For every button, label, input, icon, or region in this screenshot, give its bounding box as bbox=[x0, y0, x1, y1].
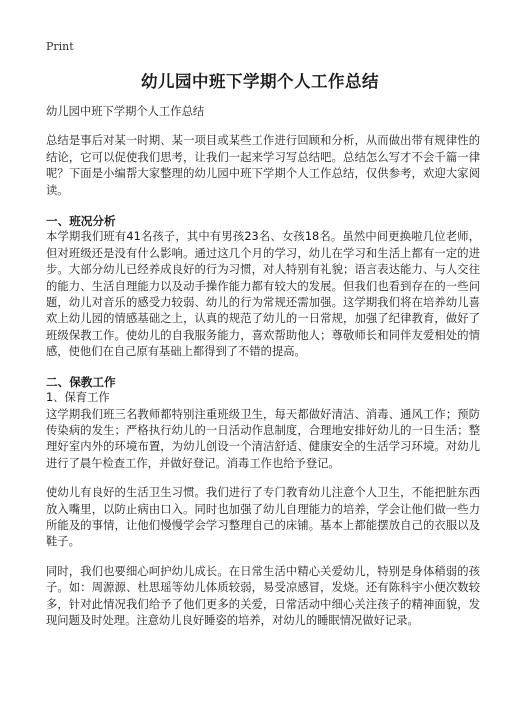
article-body bbox=[46, 104, 480, 642]
subsection-heading-care-work: 1、保育工作 bbox=[46, 391, 110, 405]
print-link[interactable]: Print bbox=[46, 40, 74, 53]
page-title: 幼儿园中班下学期个人工作总结 bbox=[141, 72, 379, 91]
care-work-paragraph-3: 同时，我们也要细心呵护幼儿成长。在日常生活中精心关爱幼儿，特别是身体稍弱的孩子。如：周源源、杜思瑶等幼儿体质较弱，易受凉感冒，发烧。还有陈科宇小便次数较多，针对此情况我们给予了他们更多的关爱，日常活动中细心关注孩子的精神面貌，发现问题及时处理。注意幼儿良好睡姿的培养，对幼儿的睡眠情况做好记录。 bbox=[46, 564, 480, 627]
section-heading-class-analysis: 一、班况分析 bbox=[46, 214, 116, 229]
class-analysis-paragraph: 本学期我们班有41名孩子，其中有男孩23名、女孩18名。虽然中间更换啦几位老师，但对班级还是没有什么影响。通过这几个月的学习，幼儿在学习和生活上都有一定的进步。大部分幼儿已经养成良好的行为习惯，对人特别有礼貌；语言表达能力、与人交往的能力、生活自理能力以及动手操作能力都有较大的发展。但我们也看到存在的一些问题，幼儿对音乐的感受力较弱、幼儿的行为常规还需加强。这学期我们将在培养幼儿喜欢上幼儿园的情感基础之上，认真的规范了幼儿的一日常规，加强了纪律教育，做好了班级保教工作。使幼儿的自我服务能力，喜欢帮助他人；尊敬师长和同伴友爱相处的情感，使他们在自己原有基础上都得到了不错的提高。 bbox=[46, 230, 480, 359]
section-heading-care-education: 二、保教工作 bbox=[46, 374, 116, 389]
care-work-paragraph-1: 这学期我们班三名教师都特别注重班级卫生，每天都做好清洁、消毒、通风工作；预防传染病的发生；严格执行幼儿的一日活动作息制度，合理地安排好幼儿的一日生活；整理好室内外的环境布置，为幼儿创设一个清洁舒适、健康安全的生活学习环境。对幼儿进行了晨午检查工作，并做好登记。消毒工作也给予登记。 bbox=[46, 407, 480, 470]
care-work-paragraph-2: 使幼儿有良好的生活卫生习惯。我们进行了专门教育幼儿注意个人卫生，不能把脏东西放入嘴里，以防止病由口入。同时也加强了幼儿自理能力的培养，学会让他们做一些力所能及的事情，让他们慢慢学会学习整理自己的床铺。基本上都能摆放自己的衣服以及鞋子。 bbox=[46, 486, 480, 549]
intro-paragraph: 总结是事后对某一时期、某一项目或某些工作进行回顾和分析，从而做出带有规律性的结论，它可以促使我们思考，让我们一起来学习写总结吧。总结怎么写才不会千篇一律呢？下面是小编帮大家整理的幼儿园中班下学期个人工作总结，仅供参考，欢迎大家阅读。 bbox=[46, 134, 480, 197]
article-subtitle: 幼儿园中班下学期个人工作总结 bbox=[46, 105, 205, 118]
